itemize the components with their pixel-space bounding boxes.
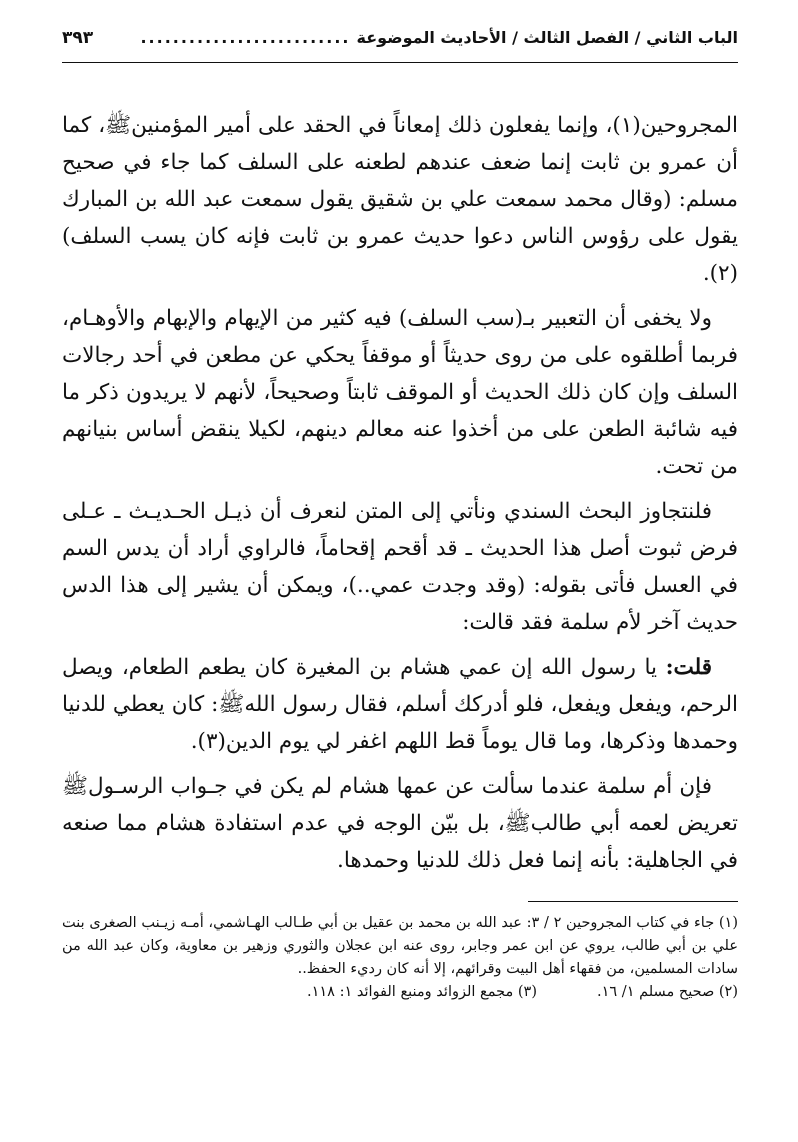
paragraph-4 [62,649,738,760]
paragraph-3: فلنتجاوز البحث السندي ونأتي إلى المتن لنعرف أن ذيـل الحـديـث ـ عـلى فرض ثبوت أصل هذا الحديث ـ قد أقحم إقحاماً، فالراوي أراد أن يدس السم في العسل فأتى بقوله: (وقد وجدت عمي..)، ويمكن أن يشير إلى هذا الدس حديث آخر لأم سلمة فقد قالت: [62,499,738,635]
paragraph-4-lead: قلت: [665,655,713,680]
footnote-row [62,981,738,1004]
running-title: الباب الثاني / الفصل الثالث / الأحاديث الموضوعة [356,28,738,47]
header-leader-dots: .......................... [140,28,351,47]
footnote-separator [528,901,738,902]
page-number: ٣٩٣ [62,28,94,48]
footnote-2: (٢) صحيح مسلم ١/ ١٦. [597,984,738,1000]
paragraph-2: ولا يخفى أن التعبير بـ(سب السلف) فيه كثير من الإيهام والإبهام والأوهـام، فربما أطلقوه على من روى حديثاً أو موقفاً يحكي عن مطعن في أحد رجالات السلف وإن كان ذلك الحديث أو الموقف ثابتاً وصحيحاً، لأنهم لا يريدون ذكر ما فيه شائبة الطعن على من أخذوا عنه معالم دينهم، لكيلا ينقض أساس بنيانهم من تحت. [62,306,738,479]
footnotes [62,912,738,1004]
paragraph-4-text: يا رسول الله إن عمي هشام بن المغيرة كان يطعم الطعام، ويصل الرحم، ويفعل ويفعل، فلو أدركك أسلم، فقال رسول اللهﷺ: كان يعطي للدنيا وحمدها وذكرها، وما قال يوماً قط اللهم اغفر لي يوم الدين(٣). [62,655,738,754]
paragraph-5: فإن أم سلمة عندما سألت عن عمها هشام لم يكن في جـواب الرسـولﷺ تعريض لعمه أبي طالبﷺ، بل بيّن الوجه في عدم استفادة هشام مما صنعه في الجاهلية: بأنه إنما فعل ذلك للدنيا وحمدها. [62,774,738,873]
book-page [62,28,738,1118]
main-text [62,107,738,879]
running-header [62,28,738,63]
footnote-3: (٣) مجمع الزوائد ومنبع الفوائد ١: ١١٨. [307,984,537,1000]
footnote-1: (١) جاء في كتاب المجروحين ٢ / ٣: عبد الله بن محمد بن عقيل بن أبي طـالب الهـاشمي، أمـه زيـنب الصغرى بنت علي بن أبي طالب، يروي عن ابن عمر وجابر، روى عنه ابن عجلان والثوري وزهير بن معاوية، وكان عبد الله من سادات المسلمين، من فقهاء أهل البيت وقرائهم، إلا أنه كان رديء الحفظ.. [62,915,738,977]
paragraph-1: المجروحين(١)، وإنما يفعلون ذلك إمعاناً في الحقد على أمير المؤمنينﷺ، كما أن عمرو بن ثابت إنما ضعف عندهم لطعنه على السلف كما جاء في صحيح مسلم: (وقال محمد سمعت علي بن شقيق يقول سمعت عبد الله بن المبارك يقول على رؤوس الناس دعوا حديث عمرو بن ثابت فإنه كان يسب السلف)(٢). [62,113,738,286]
